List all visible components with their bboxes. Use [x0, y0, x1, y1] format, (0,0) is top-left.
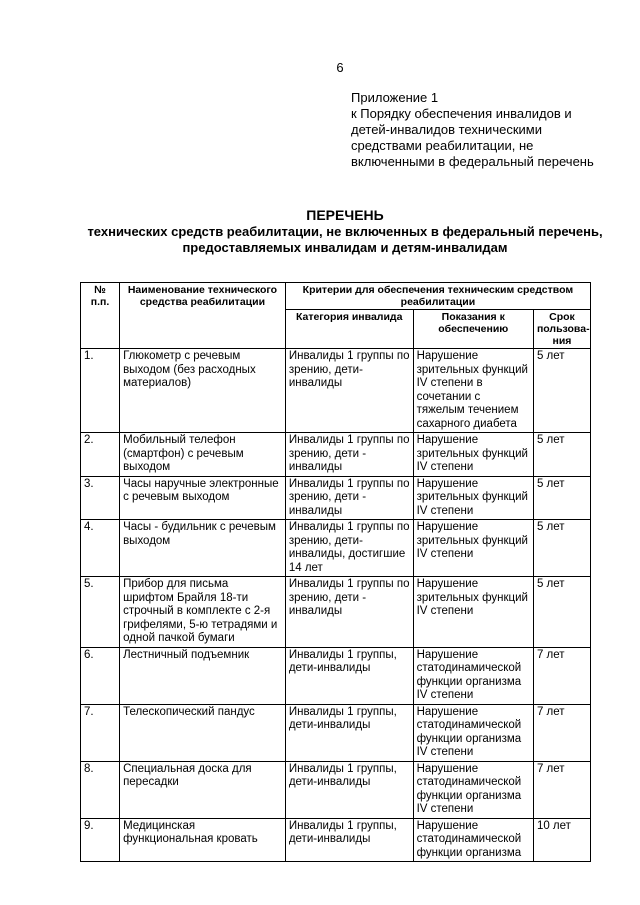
appendix-line: включенными в федеральный перечень [351, 154, 594, 169]
cell-indications: Нарушение зрительных функций IV степени [413, 433, 533, 477]
appendix-line: средствами реабилитации, не [351, 138, 534, 153]
cell-name: Специальная доска для пересадки [120, 761, 286, 818]
appendix-line: детей-инвалидов техническими [351, 122, 542, 137]
cell-category: Инвалиды 1 группы, дети-инвалиды [285, 647, 413, 704]
header-criteria: Критерии для обеспечения техническим средством реабилитации [285, 283, 590, 310]
title-line: предоставляемых инвалидам и детям-инвалидам [182, 240, 508, 255]
table-body [81, 349, 591, 862]
cell-category: Инвалиды 1 группы, дети-инвалиды [285, 761, 413, 818]
table-row [81, 818, 591, 862]
header-name: Наименование технического средства реабилитации [120, 283, 286, 349]
appendix-note [351, 90, 631, 170]
cell-category: Инвалиды 1 группы по зрению, дети - инвалиды [285, 476, 413, 520]
cell-indications: Нарушение статодинамической функции организма [413, 818, 533, 862]
cell-num: 8. [81, 761, 120, 818]
cell-category: Инвалиды 1 группы, дети-инвалиды [285, 704, 413, 761]
header-indications: Показания к обеспечению [413, 310, 533, 349]
cell-indications: Нарушение статодинамической функции организма IV степени [413, 647, 533, 704]
cell-name: Часы наручные электронные с речевым выходом [120, 476, 286, 520]
cell-name: Лестничный подъемник [120, 647, 286, 704]
cell-term: 5 лет [533, 476, 590, 520]
cell-category: Инвалиды 1 группы, дети-инвалиды [285, 818, 413, 862]
cell-term: 5 лет [533, 520, 590, 577]
cell-term: 5 лет [533, 433, 590, 477]
table-row [81, 761, 591, 818]
table-row [81, 577, 591, 648]
cell-name: Часы - будильник с речевым выходом [120, 520, 286, 577]
cell-indications: Нарушение зрительных функций IV степени [413, 476, 533, 520]
cell-term: 10 лет [533, 818, 590, 862]
cell-category: Инвалиды 1 группы по зрению, дети-инвалиды [285, 349, 413, 433]
cell-term: 7 лет [533, 761, 590, 818]
table-row [81, 704, 591, 761]
cell-num: 3. [81, 476, 120, 520]
cell-indications: Нарушение статодинамической функции организма IV степени [413, 704, 533, 761]
cell-indications: Нарушение статодинамической функции организма IV степени [413, 761, 533, 818]
table-row [81, 647, 591, 704]
header-category: Категория инвалида [285, 310, 413, 349]
title-line: ПЕРЕЧЕНЬ [306, 207, 384, 223]
cell-term: 7 лет [533, 704, 590, 761]
cell-indications: Нарушение зрительных функций IV степени в сочетании с тяжелым течением сахарного диабета [413, 349, 533, 433]
cell-name: Глюкометр с речевым выходом (без расходных материалов) [120, 349, 286, 433]
cell-num: 5. [81, 577, 120, 648]
document-title [60, 207, 630, 256]
cell-term: 5 лет [533, 577, 590, 648]
header-num: № п.п. [81, 283, 120, 349]
cell-term: 7 лет [533, 647, 590, 704]
cell-num: 7. [81, 704, 120, 761]
cell-name: Прибор для письма шрифтом Брайля 18-ти строчный в комплекте с 2-я грифелями, 5-ю тетрадями и одной пачкой бумаги [120, 577, 286, 648]
table-row [81, 349, 591, 433]
appendix-line: к Порядку обеспечения инвалидов и [351, 106, 572, 121]
cell-indications: Нарушение зрительных функций IV степени [413, 520, 533, 577]
cell-category: Инвалиды 1 группы по зрению, дети-инвалиды, достигшие 14 лет [285, 520, 413, 577]
cell-indications: Нарушение зрительных функций IV степени [413, 577, 533, 648]
cell-num: 4. [81, 520, 120, 577]
appendix-line: Приложение 1 [351, 90, 439, 105]
page-number: 6 [336, 60, 344, 75]
cell-num: 2. [81, 433, 120, 477]
cell-term: 5 лет [533, 349, 590, 433]
table-row [81, 433, 591, 477]
cell-num: 9. [81, 818, 120, 862]
rehab-means-table [80, 282, 591, 862]
cell-name: Медицинская функциональная кровать [120, 818, 286, 862]
cell-num: 6. [81, 647, 120, 704]
cell-name: Телескопический пандус [120, 704, 286, 761]
cell-category: Инвалиды 1 группы по зрению, дети - инвалиды [285, 577, 413, 648]
cell-category: Инвалиды 1 группы по зрению, дети - инвалиды [285, 433, 413, 477]
header-term: Срок пользова-ния [533, 310, 590, 349]
table-row [81, 476, 591, 520]
cell-name: Мобильный телефон (смартфон) с речевым выходом [120, 433, 286, 477]
cell-num: 1. [81, 349, 120, 433]
table-row [81, 520, 591, 577]
title-line: технических средств реабилитации, не включенных в федеральный перечень, [87, 224, 603, 239]
